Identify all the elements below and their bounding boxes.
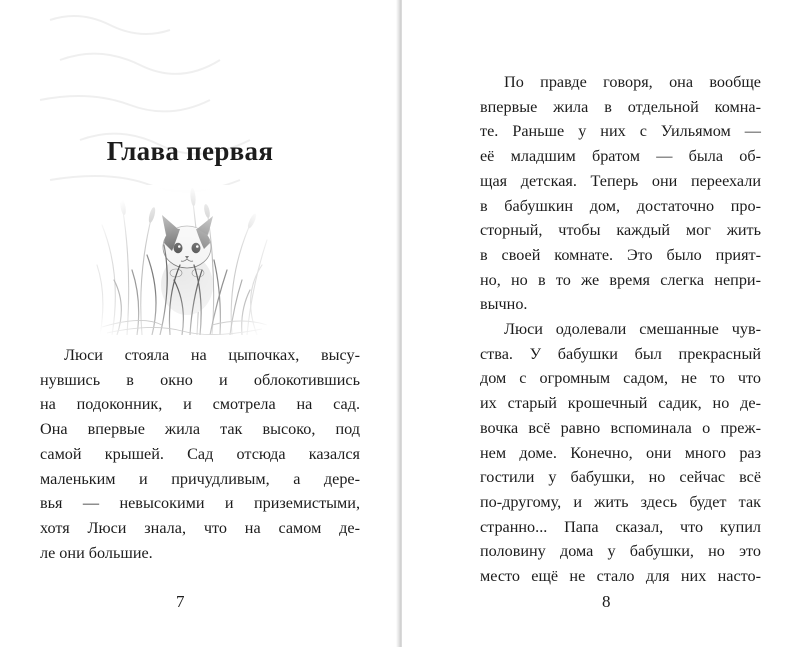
text-line: щая детская. Теперь они переехали	[480, 171, 761, 190]
text-line: их старый крошечный садик, но де-	[480, 394, 761, 413]
text-line: По правде говоря, она вообще	[504, 73, 761, 91]
text-line: в бабушкин дом, достаточно про-	[480, 196, 761, 215]
text-line: маленьким и причудливым, а дере-	[40, 469, 360, 488]
text-line: хотя Люси знала, что на самом де-	[40, 518, 360, 537]
text-line: Она впервые жила так высоко, под	[40, 420, 360, 439]
text-line: место ещё не стало для них насто-	[480, 567, 761, 586]
text-line: вочка всё равно вспоминала о преж-	[480, 418, 761, 437]
text-line: самой крышей. Сад отсюда казался	[40, 444, 360, 463]
text-line: половину дома у бабушки, но это	[480, 542, 761, 561]
text-line: дом с огромным садом, не то что	[480, 369, 761, 388]
text-line: на подоконник, и смотрела на сад.	[40, 395, 360, 414]
right-page-text	[480, 70, 761, 589]
text-line: странно... Папа сказал, что купил	[480, 517, 761, 536]
page-number: 8	[602, 592, 611, 611]
text-line: гостили у бабушки, но сейчас всё	[480, 468, 761, 487]
left-page	[0, 0, 398, 647]
text-line: её младшим братом — была об-	[480, 147, 761, 166]
text-line: нувшись в окно и облокотившись	[40, 370, 360, 389]
text-line: вья — невысокими и приземистыми,	[40, 494, 360, 513]
text-line: те. Раньше у них с Уильямом —	[480, 122, 761, 141]
text-line: но, но в то же время слегка непри-	[480, 270, 761, 289]
text-line: Люси стояла на цыпочках, высу-	[64, 346, 360, 364]
text-line: по-другому, и жить здесь будет так	[480, 492, 761, 511]
text-line: вычно.	[480, 295, 528, 314]
text-line: ле они большие.	[40, 543, 153, 562]
chapter-title: Глава первая	[106, 136, 274, 166]
kitten-in-grass-illustration	[92, 185, 272, 335]
text-line: нем доме. Конечно, они много раз	[480, 443, 761, 462]
chapter-opening-paragraph	[40, 343, 360, 565]
text-line: Люси одолевали смешанные чув-	[504, 320, 761, 339]
text-line: сторный, чтобы каждый мог жить	[480, 221, 761, 240]
text-line: в своей комнате. Это было прият-	[480, 245, 761, 264]
page-number: 7	[176, 592, 185, 611]
text-line: впервые жила в отдельной комна-	[480, 97, 761, 116]
text-line: ства. У бабушки был прекрасный	[480, 344, 761, 363]
